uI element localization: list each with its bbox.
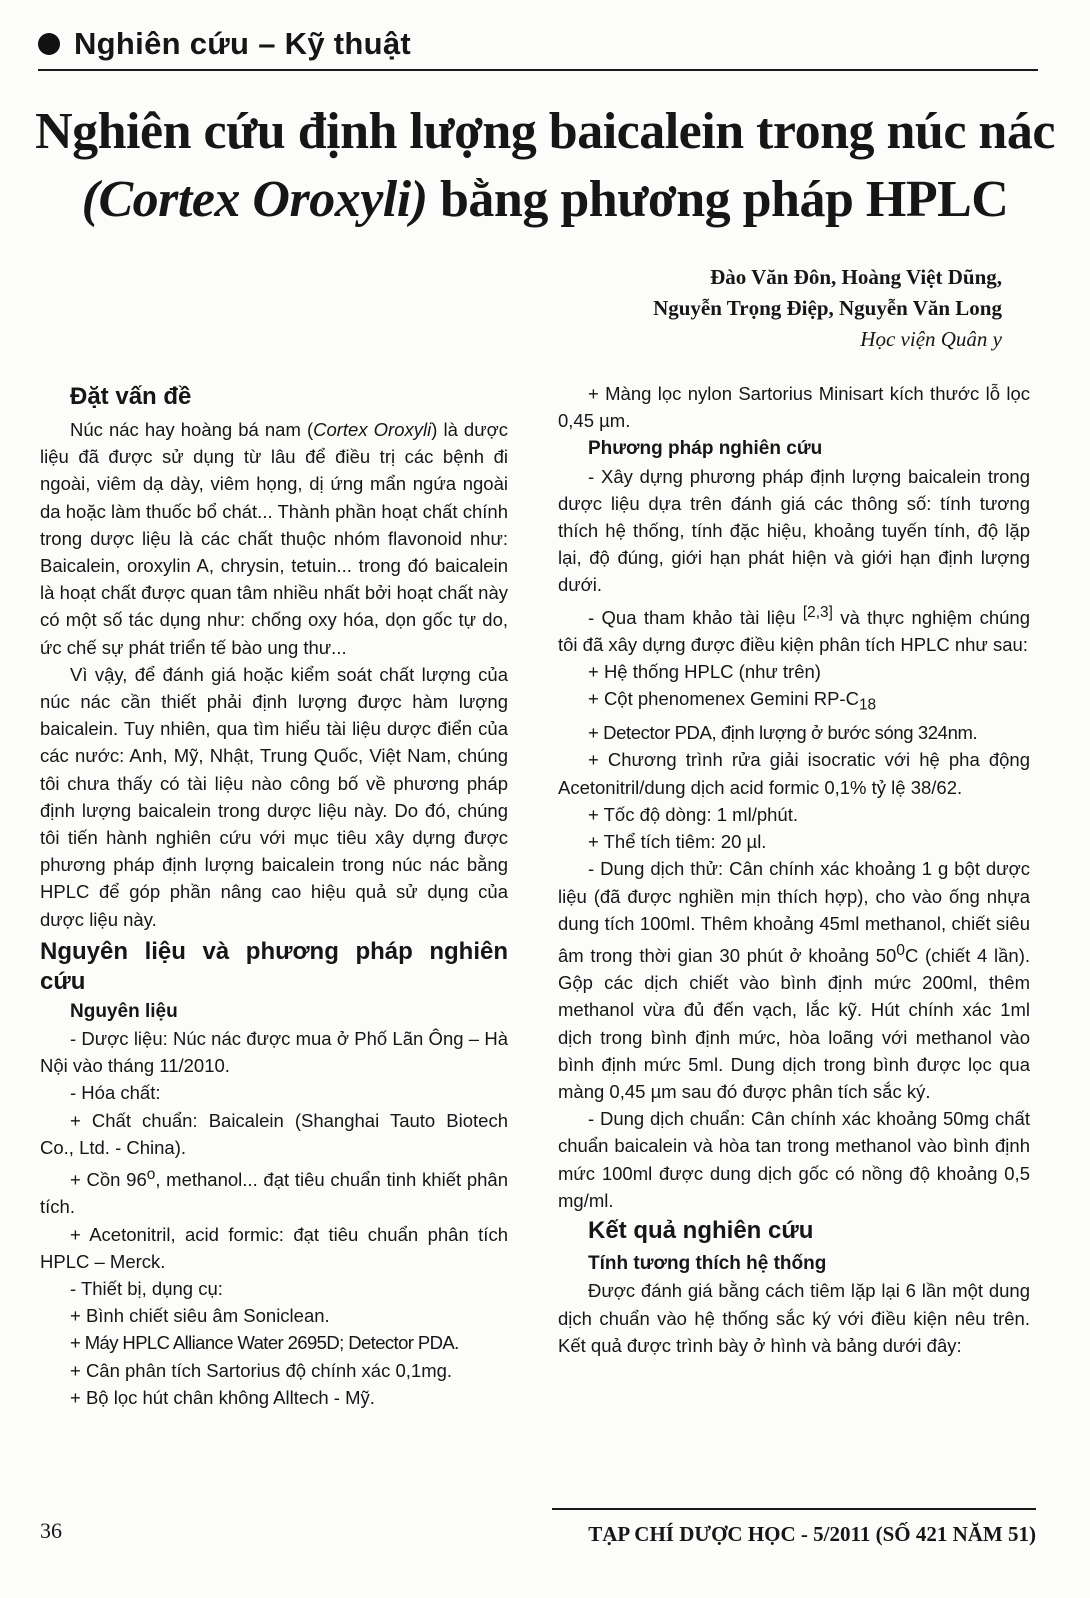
results-paragraph: Được đánh giá bằng cách tiêm lặp lại 6 lần một dung dịch chuẩn vào hệ thống sắc ký với điều kiện nêu trên. Kết quả được trình bày ở hình và bảng dưới đây: <box>558 1280 1030 1356</box>
test-solution <box>558 855 1030 1105</box>
condition-detector: + Detector PDA, định lượng ở bước sóng 324nm. <box>588 722 978 744</box>
c18-sub: 18 <box>858 697 877 715</box>
celsius-sup: 0 <box>896 941 905 959</box>
material-standard: + Chất chuẩn: Baicalein (Shanghai Tauto Biotech Co., Ltd. - China). <box>40 1109 508 1158</box>
equipment-balance: + Cân phân tích Sartorius độ chính xác 0,1mg. <box>70 1359 453 1381</box>
journal-name: TẠP CHÍ DƯỢC HỌC - 5/2011 (SỐ 421 NĂM 51) <box>588 1522 1036 1546</box>
condition-system: + Hệ thống HPLC (như trên) <box>588 661 821 683</box>
material-acetonitril: + Acetonitril, acid formic: đạt tiêu chuẩn phân tích HPLC – Merck. <box>40 1223 508 1272</box>
equipment-membrane: + Màng lọc nylon Sartorius Minisart kích thước lỗ lọc 0,45 µm. <box>558 383 1030 432</box>
intro-paragraph-1 <box>40 416 508 661</box>
method-conditions-start: - Qua tham khảo tài liệu <box>588 606 803 628</box>
condition-flow: + Tốc độ dòng: 1 ml/phút. <box>588 803 798 825</box>
subheading-materials: Nguyên liệu <box>70 1000 178 1022</box>
equipment-sonic: + Bình chiết siêu âm Soniclean. <box>70 1305 330 1327</box>
left-column <box>40 380 508 1411</box>
condition-column <box>558 685 1030 719</box>
intro-paragraph-2: Vì vậy, để đánh giá hoặc kiểm soát chất lượng của núc nác cần thiết phải định lượng được hàm lượng baicalein. Tuy nhiên, qua tìm hiểu tài liệu dược điển của các nước: Anh, Mỹ, Nhật, Trung Quốc, Việt Nam, chúng tôi chưa thấy có tài liệu nào công bố về phương pháp định lượng baicalein trong dược liệu này. Do đó, chúng tôi tiến hành nghiên cứu với mục tiêu xây dựng được phương pháp định lượng baicalein trong núc nác bằng HPLC để góp phần nâng cao hiệu quả sử dụng của dược liệu này. <box>40 663 508 930</box>
condition-injection: + Thể tích tiêm: 20 µl. <box>588 831 767 853</box>
intro-p1-latin: Cortex Oroxyli <box>313 419 432 440</box>
test-solution-start: - Dung dịch thử: Cân chính xác khoảng 1 g bột dược liệu (đã được nghiền mịn thích hợp), cho vào ống nhựa dung tích 100ml. Thêm khoảng 45ml methanol, chiết siêu âm trong thời gian 30 phút ở khoảng 50 <box>558 858 1030 967</box>
citation-sup: [2,3] <box>802 603 833 621</box>
journal-footer <box>552 1508 1036 1546</box>
test-solution-rest: C (chiết 4 lần). Gộp các dịch chiết vào bình định mức 200ml, thêm methanol vừa đủ đến vạch, lắc kỹ. Hút chính xác 1ml dịch trong bình định mức, hòa loãng với methanol vào bình định mức 5ml. Dung dịch trong bình được lọc qua màng 0,45 µm sau đó được phân tích sắc ký. <box>558 945 1031 1103</box>
material-chemicals: - Hóa chất: <box>70 1082 161 1104</box>
intro-p1-start: Núc nác hay hoàng bá nam ( <box>70 419 314 440</box>
material-herb: - Dược liệu: Núc nác được mua ở Phố Lãn Ông – Hà Nội vào tháng 11/2010. <box>40 1028 508 1077</box>
method-conditions-rest: và thực nghiệm chúng tôi đã xây dựng được điều kiện phân tích HPLC như sau: <box>558 606 1030 655</box>
article-title-line1: Nghiên cứu định lượng baicalein trong núc nác <box>35 103 1055 160</box>
equipment-heading: - Thiết bị, dụng cụ: <box>70 1278 223 1300</box>
section-header <box>38 24 1038 71</box>
heading-introduction: Đặt vấn đề <box>70 383 192 410</box>
affiliation: Học viện Quân y <box>860 327 1002 351</box>
authors-line2: Nguyễn Trọng Điệp, Nguyễn Văn Long <box>653 296 1002 320</box>
standard-solution: - Dung dịch chuẩn: Cân chính xác khoảng 50mg chất chuẩn baicalein và hòa tan trong methanol vào bình định mức 100ml được dung dịch gốc có nồng độ khoảng 0,5 mg/ml. <box>558 1108 1030 1211</box>
degree-sup: o <box>146 1166 156 1184</box>
title-line2-rest: bằng phương pháp HPLC <box>427 171 1009 228</box>
heading-materials-methods: Nguyên liệu và phương pháp nghiên cứu <box>40 937 508 995</box>
authors-line1: Đào Văn Đôn, Hoàng Việt Dũng, <box>710 265 1002 289</box>
method-overview: - Xây dựng phương pháp định lượng baicalein trong dược liệu dựa trên đánh giá các thông số: tính tương thích hệ thống, tính đặc hiệu, khoảng tuyến tính, độ lặp lại, độ đúng, giới hạn phát hiện và giới hạn định lượng dưới. <box>558 465 1030 596</box>
material-ethanol-rest: , methanol... đạt tiêu chuẩn tinh khiết phân tích. <box>40 1169 508 1218</box>
condition-column-text: + Cột phenomenex Gemini RP-C <box>588 688 859 710</box>
page-number: 36 <box>40 1518 62 1543</box>
article-title-line2 <box>0 168 1090 232</box>
material-ethanol <box>40 1161 508 1221</box>
condition-elution: + Chương trình rửa giải isocratic với hệ pha động Acetonitril/dung dịch acid formic 0,1% tỷ lệ 38/62. <box>558 749 1030 798</box>
subheading-system-suitability: Tính tương thích hệ thống <box>588 1253 827 1275</box>
bullet-icon <box>38 33 60 55</box>
subheading-methods: Phương pháp nghiên cứu <box>588 438 823 460</box>
intro-p1-rest: ) là dược liệu đã được sử dụng từ lâu để điều trị các bệnh đi ngoài, viêm dạ dày, viêm họng, dị ứng mẩn ngứa ngoài da hoặc làm thuốc bổ chát... Thành phần hoạt chất chính trong dược liệu là các chất thuộc nhóm flavonoid như: Baicalein, oroxylin A, chrysin, tetuin... trong đó baicalein là hoạt chất được quan tâm nhiều nhất bởi hoạt chất này có một số tác dụng như: chống oxy hóa, dọn gốc tự do, ức chế sự phát triển tế bào ung thư... <box>40 419 508 658</box>
authors-block <box>653 262 1002 355</box>
title-latin-name: (Cortex Oroxyli) <box>81 171 428 228</box>
section-label: Nghiên cứu – Kỹ thuật <box>74 26 412 61</box>
right-column <box>558 380 1030 1359</box>
method-conditions <box>558 599 1030 659</box>
heading-results: Kết quả nghiên cứu <box>588 1217 814 1245</box>
equipment-filter: + Bộ lọc hút chân không Alltech - Mỹ. <box>70 1386 375 1408</box>
material-ethanol-start: + Cồn 96 <box>70 1169 147 1191</box>
equipment-hplc: + Máy HPLC Alliance Water 2695D; Detector PDA. <box>70 1332 459 1354</box>
